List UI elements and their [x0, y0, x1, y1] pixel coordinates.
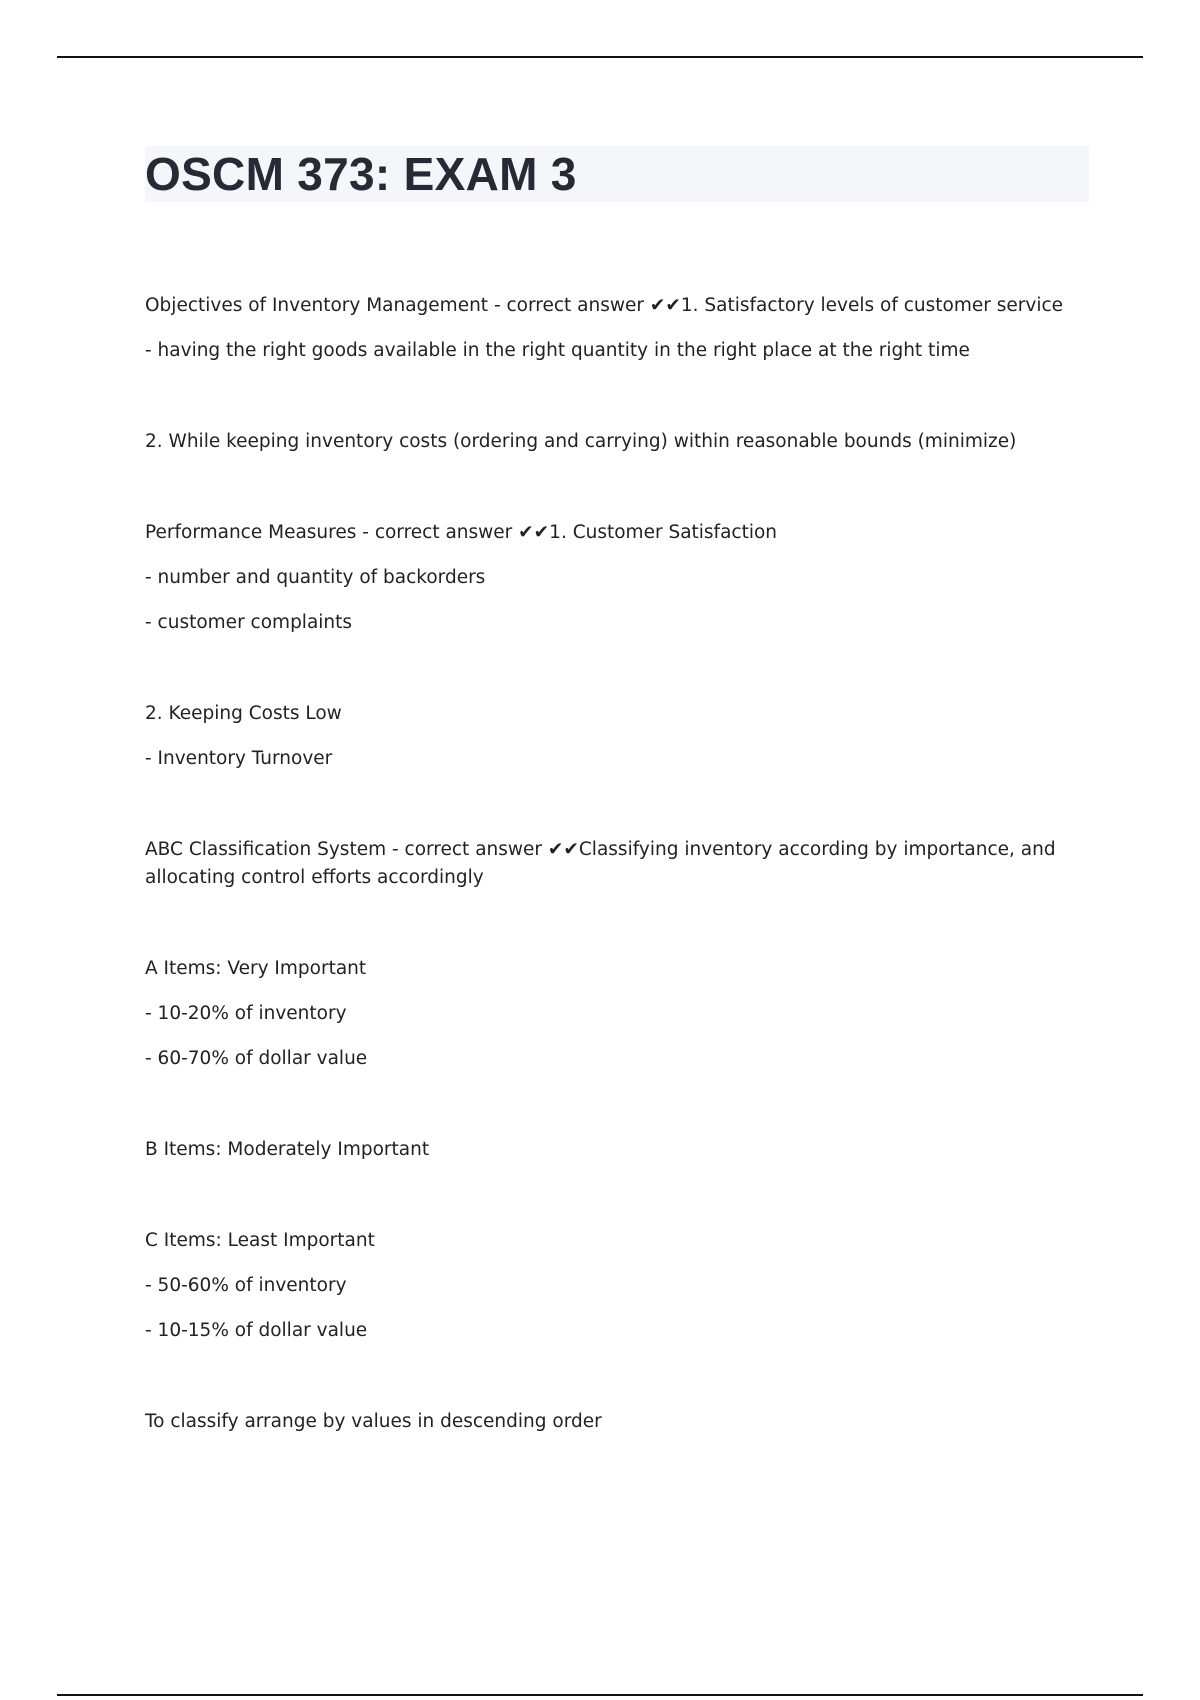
text-line: 2. Keeping Costs Low	[145, 703, 342, 724]
text-line: B Items: Moderately Important	[145, 1139, 430, 1160]
text-line: - number and quantity of backorders	[145, 567, 486, 588]
top-rule	[57, 56, 1143, 58]
bottom-rule	[57, 1694, 1143, 1696]
page-title: OSCM 373: EXAM 3	[145, 148, 577, 200]
text-line: - Inventory Turnover	[145, 748, 333, 769]
text-line: A Items: Very Important	[145, 958, 367, 979]
document-body	[145, 292, 1075, 1436]
text-line: - having the right goods available in the right quantity in the right place at the right time	[145, 340, 970, 361]
text-line: - customer complaints	[145, 612, 353, 633]
text-line: - 60-70% of dollar value	[145, 1048, 368, 1069]
text-line: ABC Classification System - correct answer ✔✔Classifying inventory according by importance, and allocating control efforts accordingly	[145, 839, 1056, 888]
text-line: C Items: Least Important	[145, 1230, 375, 1251]
text-line: - 50-60% of inventory	[145, 1275, 347, 1296]
text-line: - 10-20% of inventory	[145, 1003, 347, 1024]
text-line: - 10-15% of dollar value	[145, 1320, 368, 1341]
text-line: Objectives of Inventory Management - correct answer ✔✔1. Satisfactory levels of customer service	[145, 295, 1064, 316]
text-line: 2. While keeping inventory costs (ordering and carrying) within reasonable bounds (minimize)	[145, 431, 1017, 452]
text-line: To classify arrange by values in descending order	[145, 1411, 602, 1432]
text-line: Performance Measures - correct answer ✔✔1. Customer Satisfaction	[145, 522, 778, 543]
